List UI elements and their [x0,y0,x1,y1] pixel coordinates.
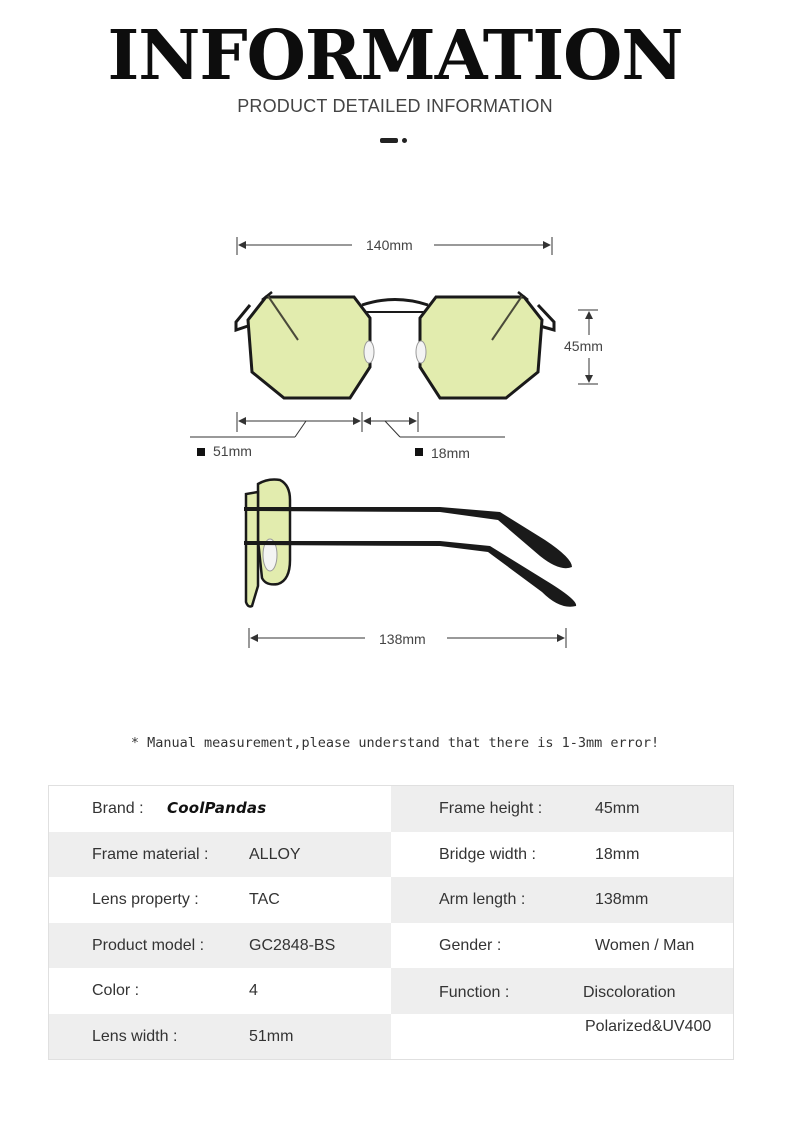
measurement-note: * Manual measurement,please understand that there is 1-3mm error! [130,735,660,751]
width-label: 140mm [362,238,417,252]
spec-label: Arm length : [439,891,526,908]
spec-row [49,877,391,923]
spec-label: Brand : [92,800,144,817]
spec-value: 4 [249,982,258,999]
spec-label: Lens width : [92,1027,178,1045]
glasses-front-view [236,292,554,398]
spec-value: GC2848-BS [249,936,336,954]
spec-row [49,832,391,878]
spec-value: 138mm [595,891,649,908]
height-label: 45mm [560,339,607,353]
spec-label: Bridge width : [439,845,536,863]
spec-value: ALLOY [249,845,301,863]
spec-value: Discoloration [583,984,676,1001]
spec-label: Gender : [439,936,502,954]
spec-column-right [391,786,733,1059]
spec-column-left [49,786,391,1059]
spec-value: Women / Man [595,936,695,954]
spec-value: 51mm [249,1027,294,1045]
spec-value: Polarized&UV400 [585,1017,712,1035]
lens-width-marker [197,448,205,456]
spec-label: Frame material : [92,845,209,863]
lens-bridge-dimension-lines [190,412,505,437]
arm-length-label: 138mm [375,632,430,646]
spec-label: Frame height : [439,800,543,817]
spec-table [48,785,734,1060]
glasses-side-view [244,480,576,607]
brand-logo: CoolPandas [167,799,267,817]
spec-value: TAC [249,891,280,908]
bridge-width-marker [415,448,423,456]
spec-row [391,1014,733,1060]
page-title: INFORMATION [107,16,683,96]
spec-row [49,1014,391,1060]
lens-width-label: 51mm [209,444,256,458]
spec-row [49,786,391,832]
spec-value: 18mm [595,845,640,863]
spec-row [391,877,733,923]
spec-label: Color : [92,982,140,999]
spec-label: Function : [439,984,510,1001]
spec-row [391,923,733,969]
spec-label: Product model : [92,936,205,954]
spec-label: Lens property : [92,891,199,908]
spec-row [391,786,733,832]
spec-row [391,832,733,878]
spec-value: 45mm [595,800,640,817]
spec-row [391,968,733,1014]
spec-row [49,923,391,969]
spec-row [49,968,391,1014]
bridge-width-label: 18mm [427,446,474,460]
page-subtitle: PRODUCT DETAILED INFORMATION [237,96,553,116]
